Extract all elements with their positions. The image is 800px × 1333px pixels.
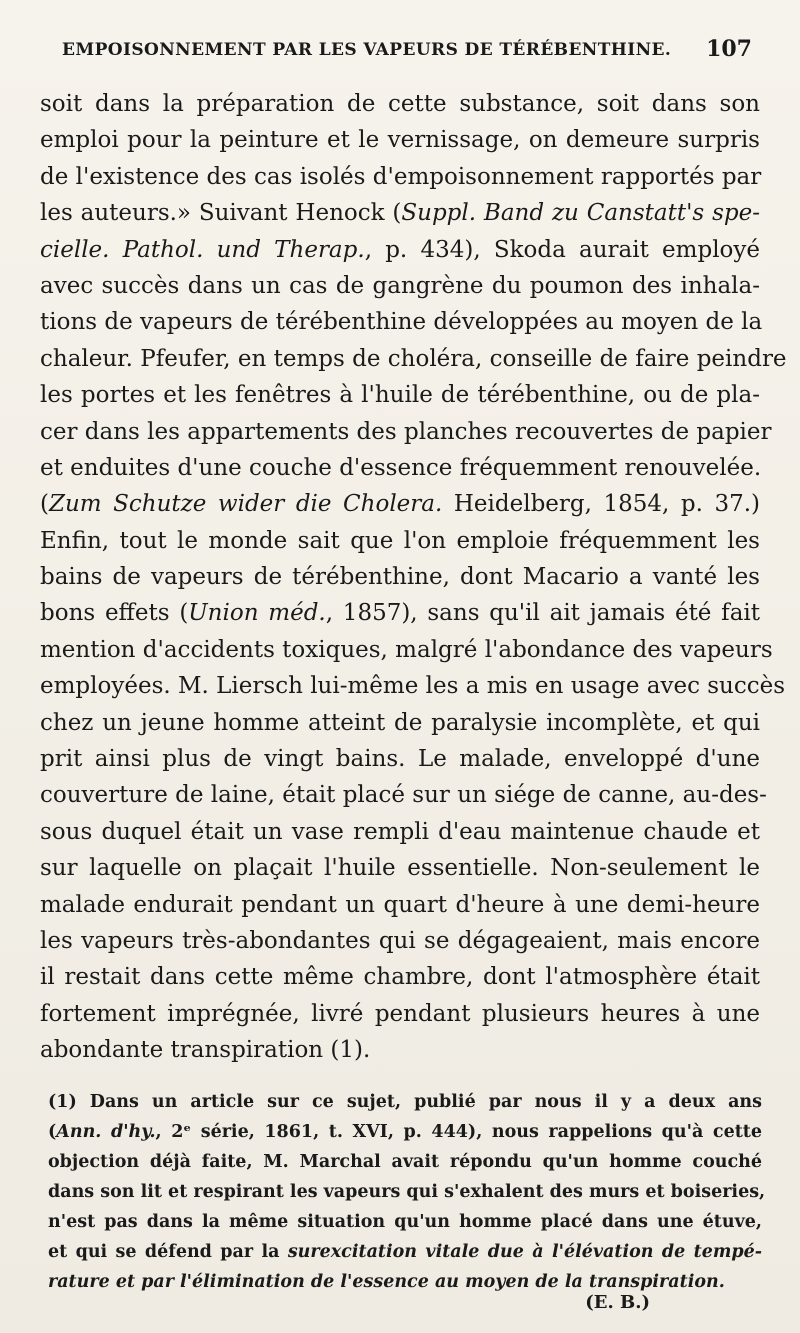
text-segment: bons effets ( — [40, 600, 189, 627]
italic-text: Suppl. Band zu Canstatt's spe- — [401, 200, 760, 227]
text-line — [40, 923, 760, 959]
text-segment: chaleur. Pfeufer, en temps de choléra, conseille de faire peindre — [40, 345, 787, 372]
text-line — [40, 341, 787, 377]
text-segment: les portes et les fenêtres à l'huile de térébenthine, ou de pla- — [40, 382, 760, 409]
text-line — [40, 377, 760, 413]
text-segment: fortement imprégnée, livré pendant plusieurs heures à une — [40, 1000, 760, 1027]
text-line — [40, 814, 760, 850]
text-line — [40, 887, 760, 923]
text-segment: ( — [40, 491, 49, 518]
text-line — [40, 777, 767, 813]
text-segment: sous duquel était un vase rempli d'eau maintenue chaude et — [40, 818, 760, 845]
text-line — [40, 705, 760, 741]
text-line — [40, 559, 760, 595]
footnote-line — [48, 1177, 766, 1207]
text-segment: ( — [48, 1122, 57, 1142]
footnote-block — [48, 1087, 766, 1297]
footnote-line — [48, 1207, 762, 1237]
text-segment: tions de vapeurs de térébenthine développées au moyen de la — [40, 309, 763, 336]
text-segment: employées. M. Liersch lui-même les a mis en usage avec succès — [40, 673, 786, 700]
italic-text: Ann. d'hy. — [56, 1122, 156, 1142]
italic-text: cielle. Pathol. und Therap. — [40, 236, 365, 263]
text-line — [40, 450, 760, 486]
text-line — [40, 523, 760, 559]
text-segment: de l'existence des cas isolés d'empoisonnement rapportés par — [40, 163, 762, 190]
text-line — [40, 122, 760, 158]
text-segment: (1) Dans un article sur ce sujet, publié par nous il y a deux ans — [48, 1092, 762, 1112]
text-line — [40, 850, 760, 886]
main-text-block — [40, 86, 787, 1069]
footnote-line — [48, 1267, 762, 1297]
text-line — [40, 1032, 760, 1068]
text-segment: Heidelberg, 1854, p. 37.) — [442, 491, 760, 518]
text-line — [40, 595, 760, 631]
running-title: EMPOISONNEMENT PAR LES VAPEURS DE TÉRÉBENTHINE. — [62, 40, 672, 60]
text-segment: prit ainsi plus de vingt bains. Le malade, enveloppé d'une — [40, 746, 760, 773]
text-segment: couverture de laine, était placé sur un siége de canne, au-des- — [40, 782, 767, 809]
text-segment: abondante transpiration (1). — [40, 1037, 371, 1064]
text-segment: bains de vapeurs de térébenthine, dont Macario a vanté les — [40, 564, 760, 591]
text-segment: , 1857), sans qu'il ait jamais été fait — [325, 600, 761, 627]
text-segment: emploi pour la peinture et le vernissage, on demeure surpris — [40, 127, 760, 154]
text-line — [40, 414, 772, 450]
text-segment: cer dans les appartements des planches recouvertes de papier — [40, 418, 772, 445]
text-line — [40, 159, 760, 195]
text-segment: sur laquelle on plaçait l'huile essentielle. Non-seulement le — [40, 855, 760, 882]
italic-text: surexcitation vitale due à l'élévation de tempé- — [287, 1242, 762, 1262]
text-segment: et qui se défend par la — [48, 1242, 288, 1262]
text-line — [40, 668, 786, 704]
text-segment: malade endurait pendant un quart d'heure à une demi-heure — [40, 891, 760, 918]
italic-text: Union méd. — [188, 600, 326, 627]
text-line — [40, 632, 773, 668]
text-segment: les vapeurs très-abondantes qui se dégageaient, mais encore — [40, 927, 760, 954]
text-line — [40, 959, 760, 995]
text-line — [40, 195, 760, 231]
italic-text: Zum Schutze wider die Cholera. — [48, 491, 443, 518]
page-number: 107 — [706, 36, 752, 62]
text-segment: , p. 434), Skoda aurait employé — [364, 236, 761, 263]
footnote-line — [48, 1147, 762, 1177]
text-segment: , 2ᵉ série, 1861, t. XVI, p. 444), nous rappelions qu'à cette — [155, 1122, 763, 1142]
text-line — [40, 232, 760, 268]
running-header — [44, 36, 752, 66]
text-segment: soit dans la préparation de cette substance, soit dans son — [40, 91, 760, 117]
text-segment: n'est pas dans la même situation qu'un homme placé dans une étuve, — [48, 1212, 762, 1232]
italic-text: rature et par l'élimination de l'essence au moyen de la transpiration. — [48, 1272, 725, 1292]
text-segment: objection déjà faite, M. Marchal avait répondu qu'un homme couché — [48, 1152, 762, 1172]
text-segment: chez un jeune homme atteint de paralysie incomplète, et qui — [40, 709, 760, 736]
text-segment: et enduites d'une couche d'essence fréquemment renouvelée. — [40, 454, 762, 481]
text-line — [40, 304, 763, 340]
text-segment: les auteurs.» Suivant Henock ( — [40, 200, 402, 227]
text-line — [40, 86, 760, 122]
text-segment: dans son lit et respirant les vapeurs qui s'exhalent des murs et boiseries, — [48, 1182, 766, 1202]
footnote-line — [48, 1117, 762, 1147]
footnote-line — [48, 1237, 762, 1267]
text-line — [40, 741, 760, 777]
text-segment: il restait dans cette même chambre, dont l'atmosphère était — [40, 964, 760, 991]
text-segment: Enfin, tout le monde sait que l'on emploie fréquemment les — [40, 527, 760, 554]
text-segment: mention d'accidents toxiques, malgré l'abondance des vapeurs — [40, 636, 773, 663]
text-line — [40, 268, 760, 304]
text-segment: avec succès dans un cas de gangrène du poumon des inhala- — [40, 272, 760, 299]
text-line — [40, 996, 760, 1032]
footnote-signature: (E. B.) — [585, 1292, 650, 1313]
text-line — [40, 486, 760, 522]
footnote-line — [48, 1087, 762, 1117]
